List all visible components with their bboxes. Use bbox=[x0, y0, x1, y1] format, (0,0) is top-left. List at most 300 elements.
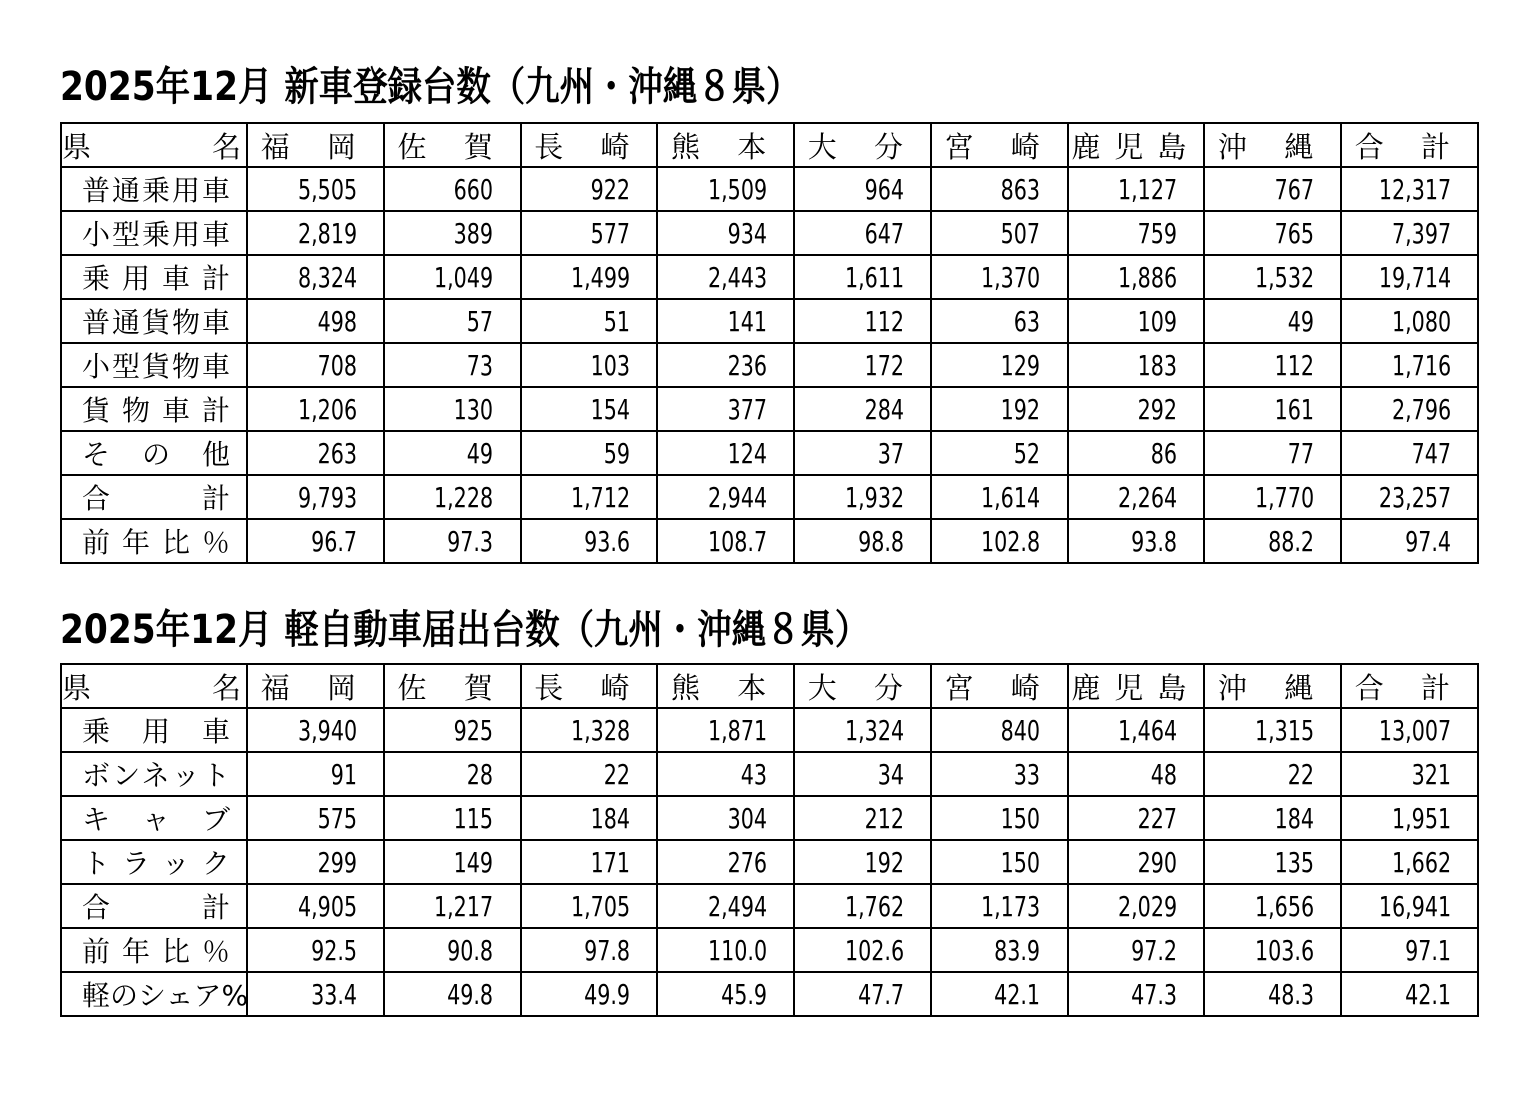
table-cell bbox=[521, 752, 658, 796]
cell-value: 9,793 bbox=[297, 480, 357, 514]
cell-value: 1,532 bbox=[1254, 260, 1314, 294]
table-cell bbox=[1068, 343, 1205, 387]
table-cell bbox=[657, 884, 794, 928]
table-cell bbox=[794, 928, 931, 972]
table-cell bbox=[521, 255, 658, 299]
cell-value: 1,328 bbox=[571, 713, 631, 747]
cell-value: 1,614 bbox=[981, 480, 1041, 514]
cell-value: 236 bbox=[727, 348, 767, 382]
cell-value: 1,951 bbox=[1391, 801, 1451, 835]
table-row bbox=[61, 884, 1478, 928]
table-cell bbox=[931, 972, 1068, 1016]
table-cell bbox=[247, 708, 384, 752]
table-cell bbox=[794, 972, 931, 1016]
table-cell bbox=[521, 884, 658, 928]
table-cell bbox=[247, 752, 384, 796]
table-cell bbox=[931, 708, 1068, 752]
cell-value: 184 bbox=[1274, 801, 1314, 835]
table-row bbox=[61, 255, 1478, 299]
cell-value: 97.2 bbox=[1131, 933, 1178, 967]
table-cell bbox=[384, 167, 521, 211]
table-cell bbox=[521, 519, 658, 563]
table-cell bbox=[521, 299, 658, 343]
table-cell bbox=[794, 708, 931, 752]
column-header: 宮 崎 bbox=[931, 123, 1068, 167]
cell-value: 863 bbox=[1001, 172, 1041, 206]
table-row bbox=[61, 167, 1478, 211]
cell-value: 192 bbox=[1001, 392, 1041, 426]
cell-value: 263 bbox=[317, 436, 357, 470]
cell-value: 577 bbox=[590, 216, 631, 250]
table-cell bbox=[931, 475, 1068, 519]
table-cell bbox=[247, 928, 384, 972]
cell-value: 1,499 bbox=[571, 260, 631, 294]
column-header: 鹿児島 bbox=[1068, 123, 1205, 167]
table-cell bbox=[1204, 387, 1341, 431]
cell-value: 1,705 bbox=[571, 889, 631, 923]
table-cell bbox=[521, 475, 658, 519]
cell-value: 1,217 bbox=[434, 889, 494, 923]
table-cell bbox=[384, 255, 521, 299]
cell-value: 42.1 bbox=[994, 977, 1041, 1011]
table-cell bbox=[1204, 167, 1341, 211]
table-body bbox=[61, 167, 1478, 563]
cell-value: 43 bbox=[740, 757, 767, 791]
cell-value: 183 bbox=[1137, 348, 1178, 382]
table-cell bbox=[521, 928, 658, 972]
cell-value: 1,611 bbox=[844, 260, 904, 294]
table-cell bbox=[247, 796, 384, 840]
row-label: 合計 bbox=[61, 475, 247, 519]
table-row bbox=[61, 796, 1478, 840]
table-cell bbox=[384, 840, 521, 884]
table-cell bbox=[794, 255, 931, 299]
table-cell bbox=[247, 840, 384, 884]
table-cell bbox=[931, 884, 1068, 928]
cell-value: 1,871 bbox=[707, 713, 767, 747]
table-cell bbox=[1068, 431, 1205, 475]
column-header: 福 岡 bbox=[247, 664, 384, 708]
table-cell bbox=[1204, 431, 1341, 475]
table-row bbox=[61, 343, 1478, 387]
table-cell bbox=[1204, 796, 1341, 840]
column-header: 長 崎 bbox=[521, 664, 658, 708]
cell-value: 93.8 bbox=[1131, 524, 1178, 558]
table-cell bbox=[247, 255, 384, 299]
table-cell bbox=[794, 796, 931, 840]
column-header-prefecture: 県 名 bbox=[61, 123, 247, 167]
table-cell bbox=[657, 255, 794, 299]
column-header: 合 計 bbox=[1341, 123, 1478, 167]
table-cell bbox=[384, 884, 521, 928]
cell-value: 47.3 bbox=[1131, 977, 1178, 1011]
table-cell bbox=[1204, 255, 1341, 299]
cell-value: 91 bbox=[330, 757, 357, 791]
table-cell bbox=[931, 299, 1068, 343]
table-cell bbox=[1068, 387, 1205, 431]
cell-value: 276 bbox=[727, 845, 767, 879]
table-cell bbox=[931, 255, 1068, 299]
cell-value: 660 bbox=[454, 172, 494, 206]
column-header: 熊 本 bbox=[657, 123, 794, 167]
table-header bbox=[61, 664, 1478, 708]
cell-value: 3,940 bbox=[297, 713, 357, 747]
table-cell bbox=[794, 752, 931, 796]
cell-value: 2,796 bbox=[1391, 392, 1451, 426]
table-cell bbox=[1204, 752, 1341, 796]
cell-value: 1,370 bbox=[981, 260, 1041, 294]
row-label: トラック bbox=[61, 840, 247, 884]
cell-value: 124 bbox=[727, 436, 767, 470]
table-cell bbox=[1068, 475, 1205, 519]
cell-value: 227 bbox=[1137, 801, 1178, 835]
table-cell bbox=[247, 299, 384, 343]
cell-value: 149 bbox=[454, 845, 494, 879]
table-row bbox=[61, 431, 1478, 475]
table-cell bbox=[1068, 928, 1205, 972]
cell-value: 1,324 bbox=[844, 713, 904, 747]
column-header: 沖 縄 bbox=[1204, 123, 1341, 167]
table-row bbox=[61, 519, 1478, 563]
table-cell bbox=[521, 387, 658, 431]
table-cell bbox=[247, 519, 384, 563]
cell-value: 1,656 bbox=[1254, 889, 1314, 923]
row-label: 前年比％ bbox=[61, 928, 247, 972]
table-cell bbox=[1341, 884, 1478, 928]
column-header: 長 崎 bbox=[521, 123, 658, 167]
cell-value: 161 bbox=[1274, 392, 1314, 426]
cell-value: 83.9 bbox=[994, 933, 1041, 967]
table-cell bbox=[657, 752, 794, 796]
cell-value: 1,886 bbox=[1118, 260, 1178, 294]
cell-value: 23,257 bbox=[1378, 480, 1451, 514]
table-cell bbox=[794, 475, 931, 519]
cell-value: 42.1 bbox=[1404, 977, 1451, 1011]
row-label: 合計 bbox=[61, 884, 247, 928]
table-cell bbox=[657, 475, 794, 519]
table-row bbox=[61, 972, 1478, 1016]
cell-value: 498 bbox=[317, 304, 357, 338]
row-label: 前年比％ bbox=[61, 519, 247, 563]
table-cell bbox=[794, 840, 931, 884]
cell-value: 1,712 bbox=[571, 480, 631, 514]
table-cell bbox=[384, 519, 521, 563]
table-cell bbox=[794, 519, 931, 563]
table-cell bbox=[1068, 840, 1205, 884]
table-cell bbox=[384, 387, 521, 431]
cell-value: 112 bbox=[864, 304, 904, 338]
header-row bbox=[61, 123, 1478, 167]
table-cell bbox=[657, 167, 794, 211]
cell-value: 747 bbox=[1411, 436, 1451, 470]
table-cell bbox=[384, 708, 521, 752]
row-label: 貨物車計 bbox=[61, 387, 247, 431]
cell-value: 103 bbox=[590, 348, 631, 382]
cell-value: 102.6 bbox=[844, 933, 904, 967]
table-cell bbox=[1341, 708, 1478, 752]
cell-value: 33 bbox=[1014, 757, 1041, 791]
table-cell bbox=[1204, 928, 1341, 972]
table-cell bbox=[1341, 211, 1478, 255]
row-label: キャブ bbox=[61, 796, 247, 840]
cell-value: 103.6 bbox=[1254, 933, 1314, 967]
table-row bbox=[61, 299, 1478, 343]
table-cell bbox=[384, 752, 521, 796]
table-cell bbox=[1204, 475, 1341, 519]
header-row bbox=[61, 664, 1478, 708]
table-cell bbox=[1068, 255, 1205, 299]
cell-value: 102.8 bbox=[981, 524, 1041, 558]
table-cell bbox=[931, 387, 1068, 431]
cell-value: 1,509 bbox=[707, 172, 767, 206]
cell-value: 110.0 bbox=[707, 933, 767, 967]
cell-value: 922 bbox=[590, 172, 631, 206]
table-cell bbox=[657, 211, 794, 255]
cell-value: 129 bbox=[1001, 348, 1041, 382]
table-cell bbox=[1341, 387, 1478, 431]
cell-value: 96.7 bbox=[310, 524, 357, 558]
cell-value: 964 bbox=[864, 172, 904, 206]
cell-value: 1,206 bbox=[297, 392, 357, 426]
table-cell bbox=[657, 343, 794, 387]
cell-value: 22 bbox=[1287, 757, 1314, 791]
cell-value: 154 bbox=[590, 392, 631, 426]
table-cell bbox=[657, 840, 794, 884]
cell-value: 97.3 bbox=[447, 524, 494, 558]
table-cell bbox=[384, 475, 521, 519]
table-cell bbox=[1204, 519, 1341, 563]
table-cell bbox=[1068, 884, 1205, 928]
table-cell bbox=[521, 708, 658, 752]
table-cell bbox=[1341, 167, 1478, 211]
table-cell bbox=[794, 387, 931, 431]
kei-car-notification-table bbox=[60, 663, 1479, 1017]
table-cell bbox=[1068, 519, 1205, 563]
table-cell bbox=[794, 299, 931, 343]
table-cell bbox=[384, 211, 521, 255]
cell-value: 63 bbox=[1014, 304, 1041, 338]
table-row bbox=[61, 475, 1478, 519]
table-cell bbox=[384, 972, 521, 1016]
cell-value: 2,819 bbox=[297, 216, 357, 250]
table-cell bbox=[1341, 752, 1478, 796]
cell-value: 840 bbox=[1001, 713, 1041, 747]
cell-value: 97.8 bbox=[584, 933, 631, 967]
cell-value: 19,714 bbox=[1378, 260, 1451, 294]
table-cell bbox=[1068, 299, 1205, 343]
cell-value: 49.9 bbox=[584, 977, 631, 1011]
cell-value: 135 bbox=[1274, 845, 1314, 879]
row-label: 普通貨物車 bbox=[61, 299, 247, 343]
table-row bbox=[61, 928, 1478, 972]
cell-value: 90.8 bbox=[447, 933, 494, 967]
row-label: 乗用車計 bbox=[61, 255, 247, 299]
table-cell bbox=[931, 343, 1068, 387]
cell-value: 112 bbox=[1274, 348, 1314, 382]
table-cell bbox=[931, 752, 1068, 796]
table-cell bbox=[657, 928, 794, 972]
table-cell bbox=[931, 796, 1068, 840]
cell-value: 16,941 bbox=[1378, 889, 1451, 923]
row-label: 普通乗用車 bbox=[61, 167, 247, 211]
cell-value: 2,494 bbox=[707, 889, 767, 923]
table-cell bbox=[1341, 343, 1478, 387]
cell-value: 292 bbox=[1137, 392, 1178, 426]
cell-value: 2,264 bbox=[1118, 480, 1178, 514]
table-cell bbox=[1204, 299, 1341, 343]
table-cell bbox=[794, 167, 931, 211]
table-cell bbox=[794, 211, 931, 255]
cell-value: 92.5 bbox=[310, 933, 357, 967]
cell-value: 284 bbox=[864, 392, 904, 426]
cell-value: 97.1 bbox=[1404, 933, 1451, 967]
table-cell bbox=[521, 343, 658, 387]
table-cell bbox=[1341, 255, 1478, 299]
cell-value: 109 bbox=[1137, 304, 1178, 338]
cell-value: 2,443 bbox=[707, 260, 767, 294]
cell-value: 12,317 bbox=[1378, 172, 1451, 206]
cell-value: 1,173 bbox=[981, 889, 1041, 923]
column-header: 佐 賀 bbox=[384, 123, 521, 167]
row-label: ボンネット bbox=[61, 752, 247, 796]
cell-value: 708 bbox=[317, 348, 357, 382]
table-cell bbox=[247, 475, 384, 519]
cell-value: 304 bbox=[727, 801, 767, 835]
table-cell bbox=[1068, 167, 1205, 211]
cell-value: 150 bbox=[1001, 845, 1041, 879]
table-cell bbox=[1068, 796, 1205, 840]
cell-value: 934 bbox=[727, 216, 767, 250]
table-cell bbox=[657, 299, 794, 343]
table-cell bbox=[1068, 972, 1205, 1016]
table-cell bbox=[247, 431, 384, 475]
cell-value: 59 bbox=[603, 436, 631, 470]
table-cell bbox=[931, 519, 1068, 563]
cell-value: 1,315 bbox=[1254, 713, 1314, 747]
cell-value: 141 bbox=[727, 304, 767, 338]
row-label: 乗用車 bbox=[61, 708, 247, 752]
table-header bbox=[61, 123, 1478, 167]
table-cell bbox=[657, 519, 794, 563]
cell-value: 13,007 bbox=[1378, 713, 1451, 747]
table-cell bbox=[521, 431, 658, 475]
table-cell bbox=[1204, 708, 1341, 752]
column-header: 合 計 bbox=[1341, 664, 1478, 708]
column-header: 宮 崎 bbox=[931, 664, 1068, 708]
table-cell bbox=[657, 972, 794, 1016]
table-cell bbox=[247, 167, 384, 211]
new-car-registration-table bbox=[60, 122, 1479, 564]
table-cell bbox=[794, 343, 931, 387]
cell-value: 212 bbox=[864, 801, 904, 835]
cell-value: 2,944 bbox=[707, 480, 767, 514]
cell-value: 49 bbox=[467, 436, 494, 470]
cell-value: 49.8 bbox=[447, 977, 494, 1011]
cell-value: 28 bbox=[467, 757, 494, 791]
column-header: 熊 本 bbox=[657, 664, 794, 708]
cell-value: 98.8 bbox=[857, 524, 904, 558]
cell-value: 2,029 bbox=[1118, 889, 1178, 923]
cell-value: 49 bbox=[1287, 304, 1314, 338]
table-cell bbox=[247, 343, 384, 387]
table-cell bbox=[1341, 431, 1478, 475]
table-cell bbox=[521, 211, 658, 255]
column-header: 佐 賀 bbox=[384, 664, 521, 708]
table-body bbox=[61, 708, 1478, 1016]
table-cell bbox=[1204, 972, 1341, 1016]
cell-value: 8,324 bbox=[297, 260, 357, 294]
table-cell bbox=[1204, 884, 1341, 928]
cell-value: 1,127 bbox=[1118, 172, 1178, 206]
table-cell bbox=[384, 431, 521, 475]
table-cell bbox=[247, 387, 384, 431]
table-row bbox=[61, 387, 1478, 431]
cell-value: 184 bbox=[590, 801, 631, 835]
cell-value: 57 bbox=[467, 304, 494, 338]
table-cell bbox=[521, 167, 658, 211]
cell-value: 507 bbox=[1001, 216, 1041, 250]
table-cell bbox=[247, 884, 384, 928]
cell-value: 86 bbox=[1150, 436, 1178, 470]
cell-value: 1,762 bbox=[844, 889, 904, 923]
row-label: 小型貨物車 bbox=[61, 343, 247, 387]
cell-value: 52 bbox=[1014, 436, 1041, 470]
cell-value: 130 bbox=[454, 392, 494, 426]
table-cell bbox=[521, 840, 658, 884]
cell-value: 45.9 bbox=[721, 977, 767, 1011]
cell-value: 1,770 bbox=[1254, 480, 1314, 514]
row-label: 小型乗用車 bbox=[61, 211, 247, 255]
table-cell bbox=[931, 840, 1068, 884]
table-cell bbox=[1341, 796, 1478, 840]
table-cell bbox=[657, 708, 794, 752]
cell-value: 97.4 bbox=[1404, 524, 1451, 558]
cell-value: 33.4 bbox=[310, 977, 357, 1011]
table-cell bbox=[384, 299, 521, 343]
cell-value: 1,228 bbox=[434, 480, 494, 514]
cell-value: 7,397 bbox=[1391, 216, 1451, 250]
cell-value: 1,464 bbox=[1118, 713, 1178, 747]
cell-value: 47.7 bbox=[857, 977, 904, 1011]
cell-value: 377 bbox=[727, 392, 767, 426]
row-label: 軽のシェア% bbox=[61, 972, 247, 1016]
cell-value: 115 bbox=[454, 801, 494, 835]
cell-value: 1,932 bbox=[844, 480, 904, 514]
cell-value: 1,080 bbox=[1391, 304, 1451, 338]
table-cell bbox=[1204, 840, 1341, 884]
table-cell bbox=[794, 431, 931, 475]
table-cell bbox=[1341, 299, 1478, 343]
cell-value: 108.7 bbox=[707, 524, 767, 558]
table-cell bbox=[1341, 840, 1478, 884]
cell-value: 759 bbox=[1137, 216, 1178, 250]
table-cell bbox=[657, 387, 794, 431]
table-cell bbox=[931, 431, 1068, 475]
column-header: 沖 縄 bbox=[1204, 664, 1341, 708]
kei-car-notification-title: 2025年12月 軽自動車届出台数（九州・沖縄８県） bbox=[60, 607, 870, 653]
table-row bbox=[61, 708, 1478, 752]
row-label: その他 bbox=[61, 431, 247, 475]
table-cell bbox=[384, 343, 521, 387]
cell-value: 1,662 bbox=[1391, 845, 1451, 879]
table-cell bbox=[794, 884, 931, 928]
table-cell bbox=[1068, 708, 1205, 752]
table-cell bbox=[931, 211, 1068, 255]
cell-value: 192 bbox=[864, 845, 904, 879]
cell-value: 48.3 bbox=[1268, 977, 1314, 1011]
table-cell bbox=[1068, 211, 1205, 255]
cell-value: 172 bbox=[864, 348, 904, 382]
